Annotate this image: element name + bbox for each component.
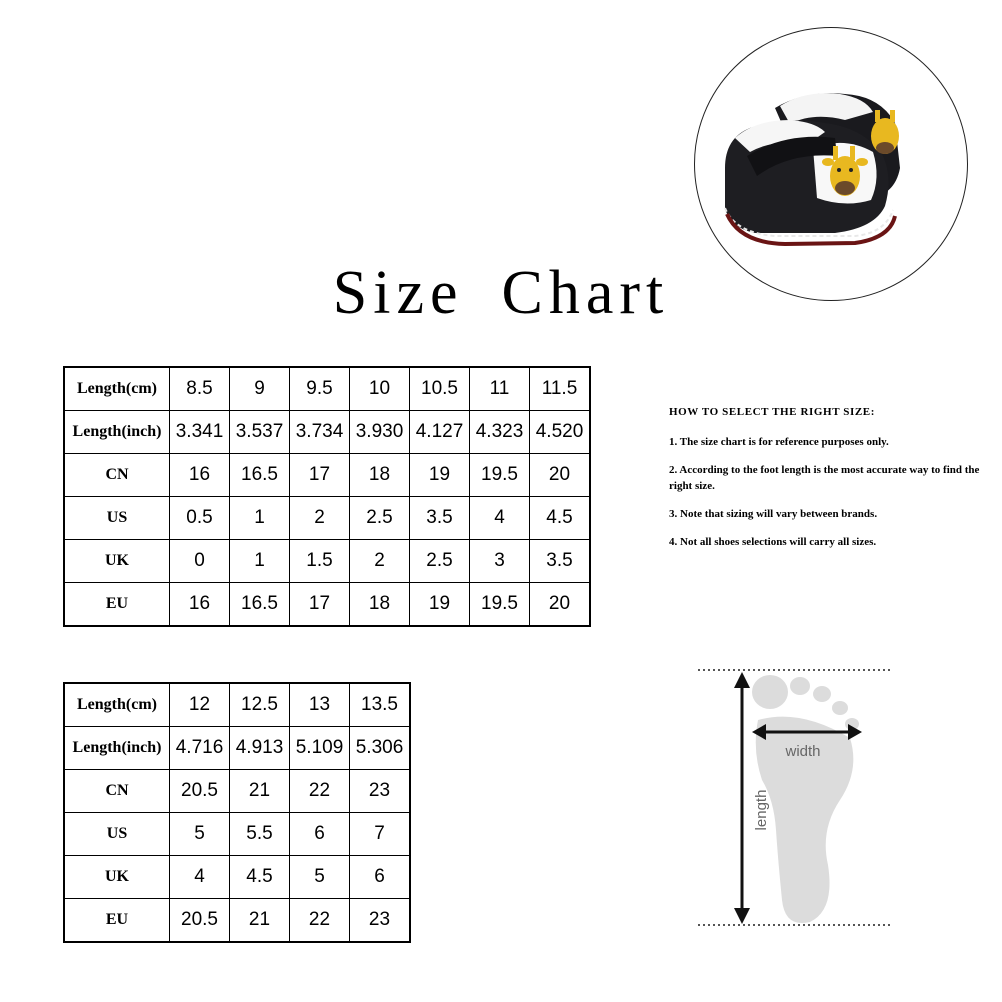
table-cell: 1 bbox=[230, 497, 290, 540]
row-label-uk: UK bbox=[64, 856, 170, 899]
length-label: length bbox=[753, 789, 770, 831]
table-cell: 9.5 bbox=[290, 367, 350, 411]
table-cell: 19 bbox=[410, 583, 470, 627]
title-word-1: Size bbox=[332, 259, 464, 327]
table-row bbox=[64, 583, 590, 627]
table-cell: 4.323 bbox=[470, 411, 530, 454]
table-row bbox=[64, 813, 410, 856]
row-label-cn: CN bbox=[64, 454, 170, 497]
table-cell: 5 bbox=[290, 856, 350, 899]
table-cell: 16 bbox=[170, 454, 230, 497]
table-row bbox=[64, 899, 410, 943]
table-cell: 20 bbox=[530, 454, 591, 497]
table-cell: 23 bbox=[350, 899, 411, 943]
table-cell: 0.5 bbox=[170, 497, 230, 540]
size-guide bbox=[669, 404, 989, 562]
table-cell: 3.734 bbox=[290, 411, 350, 454]
table-cell: 4.520 bbox=[530, 411, 591, 454]
row-label-length-cm: Length(cm) bbox=[64, 683, 170, 727]
table-cell: 20 bbox=[530, 583, 591, 627]
table-cell: 11 bbox=[470, 367, 530, 411]
row-label-eu: EU bbox=[64, 899, 170, 943]
row-label-length-inch: Length(inch) bbox=[64, 411, 170, 454]
foot-measurement-diagram bbox=[690, 660, 900, 935]
table-cell: 6 bbox=[290, 813, 350, 856]
guide-heading: HOW TO SELECT THE RIGHT SIZE: bbox=[669, 406, 876, 418]
table-cell: 6 bbox=[350, 856, 411, 899]
table-row bbox=[64, 411, 590, 454]
row-label-length-inch: Length(inch) bbox=[64, 727, 170, 770]
table-cell: 4.913 bbox=[230, 727, 290, 770]
table-cell: 1 bbox=[230, 540, 290, 583]
table-cell: 7 bbox=[350, 813, 411, 856]
table-cell: 3.5 bbox=[530, 540, 591, 583]
table-cell: 16.5 bbox=[230, 454, 290, 497]
table-cell: 3.537 bbox=[230, 411, 290, 454]
row-label-us: US bbox=[64, 813, 170, 856]
table-row bbox=[64, 727, 410, 770]
size-table-2 bbox=[63, 682, 411, 943]
table-cell: 20.5 bbox=[170, 899, 230, 943]
table-cell: 10.5 bbox=[410, 367, 470, 411]
table-cell: 12 bbox=[170, 683, 230, 727]
size-table-1 bbox=[63, 366, 591, 627]
table-cell: 4.716 bbox=[170, 727, 230, 770]
table-row bbox=[64, 856, 410, 899]
table-cell: 17 bbox=[290, 454, 350, 497]
table-cell: 19.5 bbox=[470, 454, 530, 497]
table-cell: 19.5 bbox=[470, 583, 530, 627]
table-cell: 13 bbox=[290, 683, 350, 727]
row-label-eu: EU bbox=[64, 583, 170, 627]
table-cell: 13.5 bbox=[350, 683, 411, 727]
table-cell: 5 bbox=[170, 813, 230, 856]
table-cell: 22 bbox=[290, 899, 350, 943]
table-cell: 3 bbox=[470, 540, 530, 583]
table-cell: 2 bbox=[350, 540, 410, 583]
table-cell: 23 bbox=[350, 770, 411, 813]
table-cell: 3.930 bbox=[350, 411, 410, 454]
row-label-length-cm: Length(cm) bbox=[64, 367, 170, 411]
table-cell: 5.109 bbox=[290, 727, 350, 770]
table-cell: 18 bbox=[350, 454, 410, 497]
table-cell: 16.5 bbox=[230, 583, 290, 627]
table-cell: 3.341 bbox=[170, 411, 230, 454]
table-row bbox=[64, 770, 410, 813]
table-cell: 17 bbox=[290, 583, 350, 627]
table-cell: 5.5 bbox=[230, 813, 290, 856]
table-cell: 10 bbox=[350, 367, 410, 411]
row-label-uk: UK bbox=[64, 540, 170, 583]
table-row bbox=[64, 540, 590, 583]
table-cell: 4.127 bbox=[410, 411, 470, 454]
table-cell: 22 bbox=[290, 770, 350, 813]
table-cell: 4.5 bbox=[230, 856, 290, 899]
guide-item: 2. According to the foot length is the most accurate way to find the right size. bbox=[669, 464, 980, 492]
table-cell: 21 bbox=[230, 770, 290, 813]
table-cell: 3.5 bbox=[410, 497, 470, 540]
table-cell: 2.5 bbox=[410, 540, 470, 583]
table-cell: 8.5 bbox=[170, 367, 230, 411]
table-cell: 2 bbox=[290, 497, 350, 540]
row-label-cn: CN bbox=[64, 770, 170, 813]
guide-item: 3. Note that sizing will vary between brands. bbox=[669, 508, 878, 520]
table-cell: 9 bbox=[230, 367, 290, 411]
page-title bbox=[0, 258, 1002, 329]
table-row bbox=[64, 367, 590, 411]
table-cell: 4.5 bbox=[530, 497, 591, 540]
width-label: width bbox=[785, 743, 821, 760]
table-row bbox=[64, 454, 590, 497]
table-row bbox=[64, 683, 410, 727]
table-cell: 20.5 bbox=[170, 770, 230, 813]
table-cell: 0 bbox=[170, 540, 230, 583]
table-cell: 12.5 bbox=[230, 683, 290, 727]
table-cell: 4 bbox=[470, 497, 530, 540]
row-label-us: US bbox=[64, 497, 170, 540]
table-cell: 16 bbox=[170, 583, 230, 627]
guide-item: 1. The size chart is for reference purposes only. bbox=[669, 436, 889, 448]
table-cell: 2.5 bbox=[350, 497, 410, 540]
table-cell: 4 bbox=[170, 856, 230, 899]
table-cell: 1.5 bbox=[290, 540, 350, 583]
table-cell: 21 bbox=[230, 899, 290, 943]
table-cell: 5.306 bbox=[350, 727, 411, 770]
table-row bbox=[64, 497, 590, 540]
title-word-2: Chart bbox=[501, 259, 670, 327]
table-cell: 18 bbox=[350, 583, 410, 627]
guide-item: 4. Not all shoes selections will carry all sizes. bbox=[669, 536, 877, 548]
table-cell: 19 bbox=[410, 454, 470, 497]
table-cell: 11.5 bbox=[530, 367, 591, 411]
